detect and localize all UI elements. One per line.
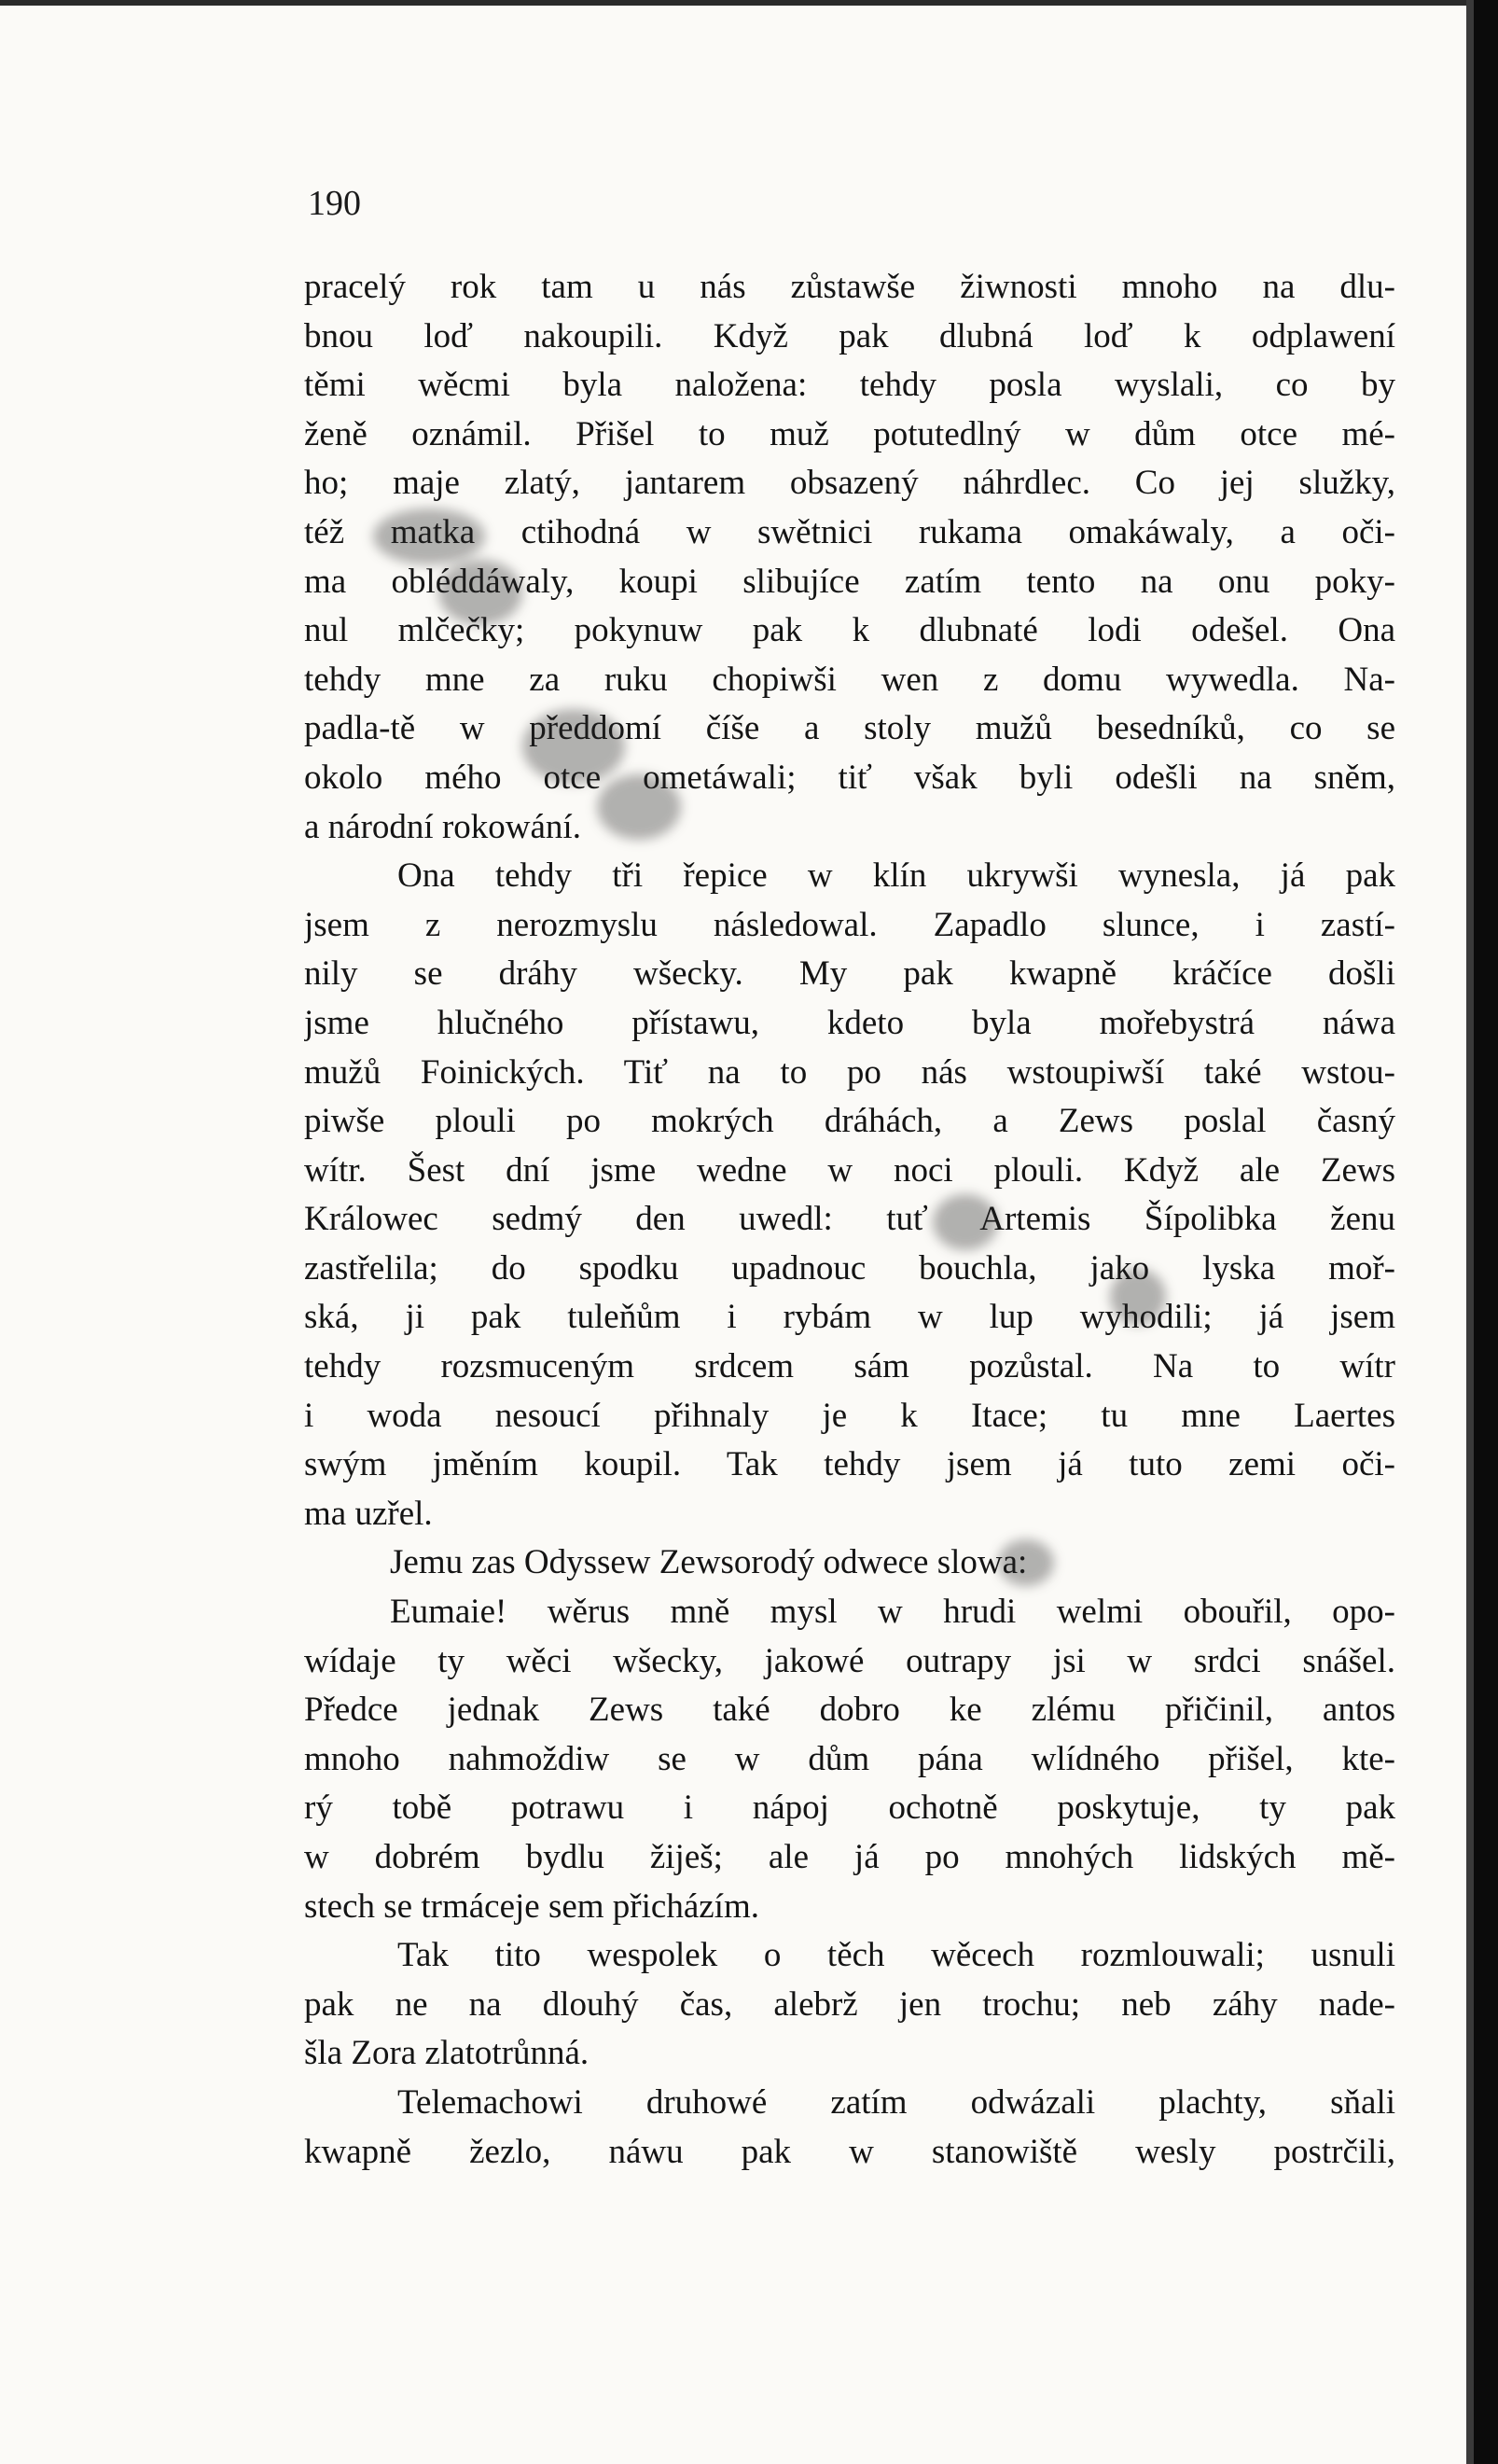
text-line: jsme hlučného přístawu, kdeto byla mořebystrá náwa — [304, 1003, 1395, 1042]
text-line: i woda nesoucí přihnaly je k Itace; tu mne Laertes — [304, 1396, 1395, 1435]
text-line: rý tobě potrawu i nápoj ochotně poskytuje, ty pak — [304, 1789, 1395, 1828]
text-line: ská, ji pak tuleňům i rybám w lup wyhodili; já jsem — [304, 1298, 1395, 1337]
text-line: Ona tehdy tři řepice w klín ukrywši wynesla, já pak — [397, 856, 1395, 896]
text-line: nul mlčečky; pokynuw pak k dlubnaté lodi odešel. Ona — [304, 611, 1395, 650]
text-line: mnoho nahmoždiw se w dům pána wlídného přišel, kte- — [304, 1739, 1395, 1778]
text-line: wídaje ty wěci wšecky, jakowé outrapy jsi w srdci snášel. — [304, 1641, 1395, 1680]
text-line: swým jměním koupil. Tak tehdy jsem já tuto zemi oči- — [304, 1445, 1395, 1484]
text-line: pracelý rok tam u nás zůstawše žiwnosti mnoho na dlu- — [304, 268, 1395, 306]
text-line: kwapně žezlo, náwu pak w stanowiště wesly postrčili, — [304, 2132, 1395, 2171]
text-line: nily se dráhy wšecky. My pak kwapně kráčíce došli — [304, 954, 1395, 994]
text-line: těmi wěcmi byla naložena: tehdy posla wyslali, co by — [304, 366, 1395, 405]
text-line: a národní rokowání. — [304, 807, 581, 846]
text-line: padla-tě w předdomí číše a stoly mužů besedníků, co se — [304, 709, 1395, 748]
text-line: piwše plouli po mokrých dráhách, a Zews poslal časný — [304, 1102, 1395, 1141]
text-line: mužů Foinických. Tiť na to po nás wstoupiwší také wstou- — [304, 1052, 1395, 1092]
text-line: ma obléddáwaly, koupi slibujíce zatím tento na onu poky- — [304, 562, 1395, 601]
ink-smudge — [597, 774, 681, 840]
text-line: šla Zora zlatotrůnná. — [304, 2034, 589, 2073]
text-line: Jemu zas Odyssew Zewsorodý odwece slowa: — [390, 1543, 1028, 1582]
text-line: tehdy mne za ruku chopiwši wen z domu wywedla. Na- — [304, 660, 1395, 699]
text-line: ženě oznámil. Přišel to muž potutedlný w dům otce mé- — [304, 414, 1395, 453]
text-line: jsem z nerozmyslu následowal. Zapadlo slunce, i zastí- — [304, 905, 1395, 944]
scan-top-edge — [0, 0, 1498, 6]
ink-smudge — [438, 560, 522, 625]
text-line: Telemachowi druhowé zatím odwázali plachty, sňali — [397, 2082, 1395, 2122]
ink-smudge — [933, 1194, 998, 1250]
text-line: Eumaie! wěrus mně mysl w hrudi welmi obouřil, opo- — [390, 1593, 1395, 1632]
text-line: též matka ctihodná w swětnici rukama omakáwaly, a oči- — [304, 512, 1395, 551]
scan-edge-shadow — [1466, 0, 1474, 2464]
ink-smudge — [522, 709, 625, 784]
text-line: pak ne na dlouhý čas, alebrž jen trochu; neb záhy nade- — [304, 1984, 1395, 2024]
text-line: Tak tito wespolek o těch wěcech rozmlouwali; usnuli — [397, 1936, 1395, 1975]
text-line: w dobrém bydlu žiješ; ale já po mnohých lidských mě- — [304, 1838, 1395, 1876]
text-line: stech se trmáceje sem přicházím. — [304, 1886, 759, 1926]
ink-smudge — [1110, 1269, 1166, 1325]
text-line: Předce jednak Zews také dobro ke zlému přičinil, antos — [304, 1691, 1395, 1730]
page-number: 190 — [308, 184, 361, 223]
text-line: Králowec sedmý den uwedl: tuť Artemis Šípolibka ženu — [304, 1200, 1395, 1239]
ink-smudge — [373, 508, 485, 564]
text-line: ma uzřel. — [304, 1494, 433, 1533]
text-line: wítr. Šest dní jsme wedne w noci plouli. Když ale Zews — [304, 1150, 1395, 1190]
ink-smudge — [998, 1539, 1054, 1586]
text-line: bnou loď nakoupili. Když pak dlubná loď k odplawení — [304, 316, 1395, 355]
text-line: ho; maje zlatý, jantarem obsazený náhrdlec. Co jej služky, — [304, 464, 1395, 503]
text-line: tehdy rozsmuceným srdcem sám pozůstal. Na to wítr — [304, 1347, 1395, 1386]
scan-right-edge — [1474, 0, 1498, 2464]
text-line: zastřelila; do spodku upadnouc bouchla, jako lyska moř- — [304, 1248, 1395, 1288]
text-line: okolo mého otce ometáwali; tiť však byli odešli na sněm, — [304, 758, 1395, 797]
